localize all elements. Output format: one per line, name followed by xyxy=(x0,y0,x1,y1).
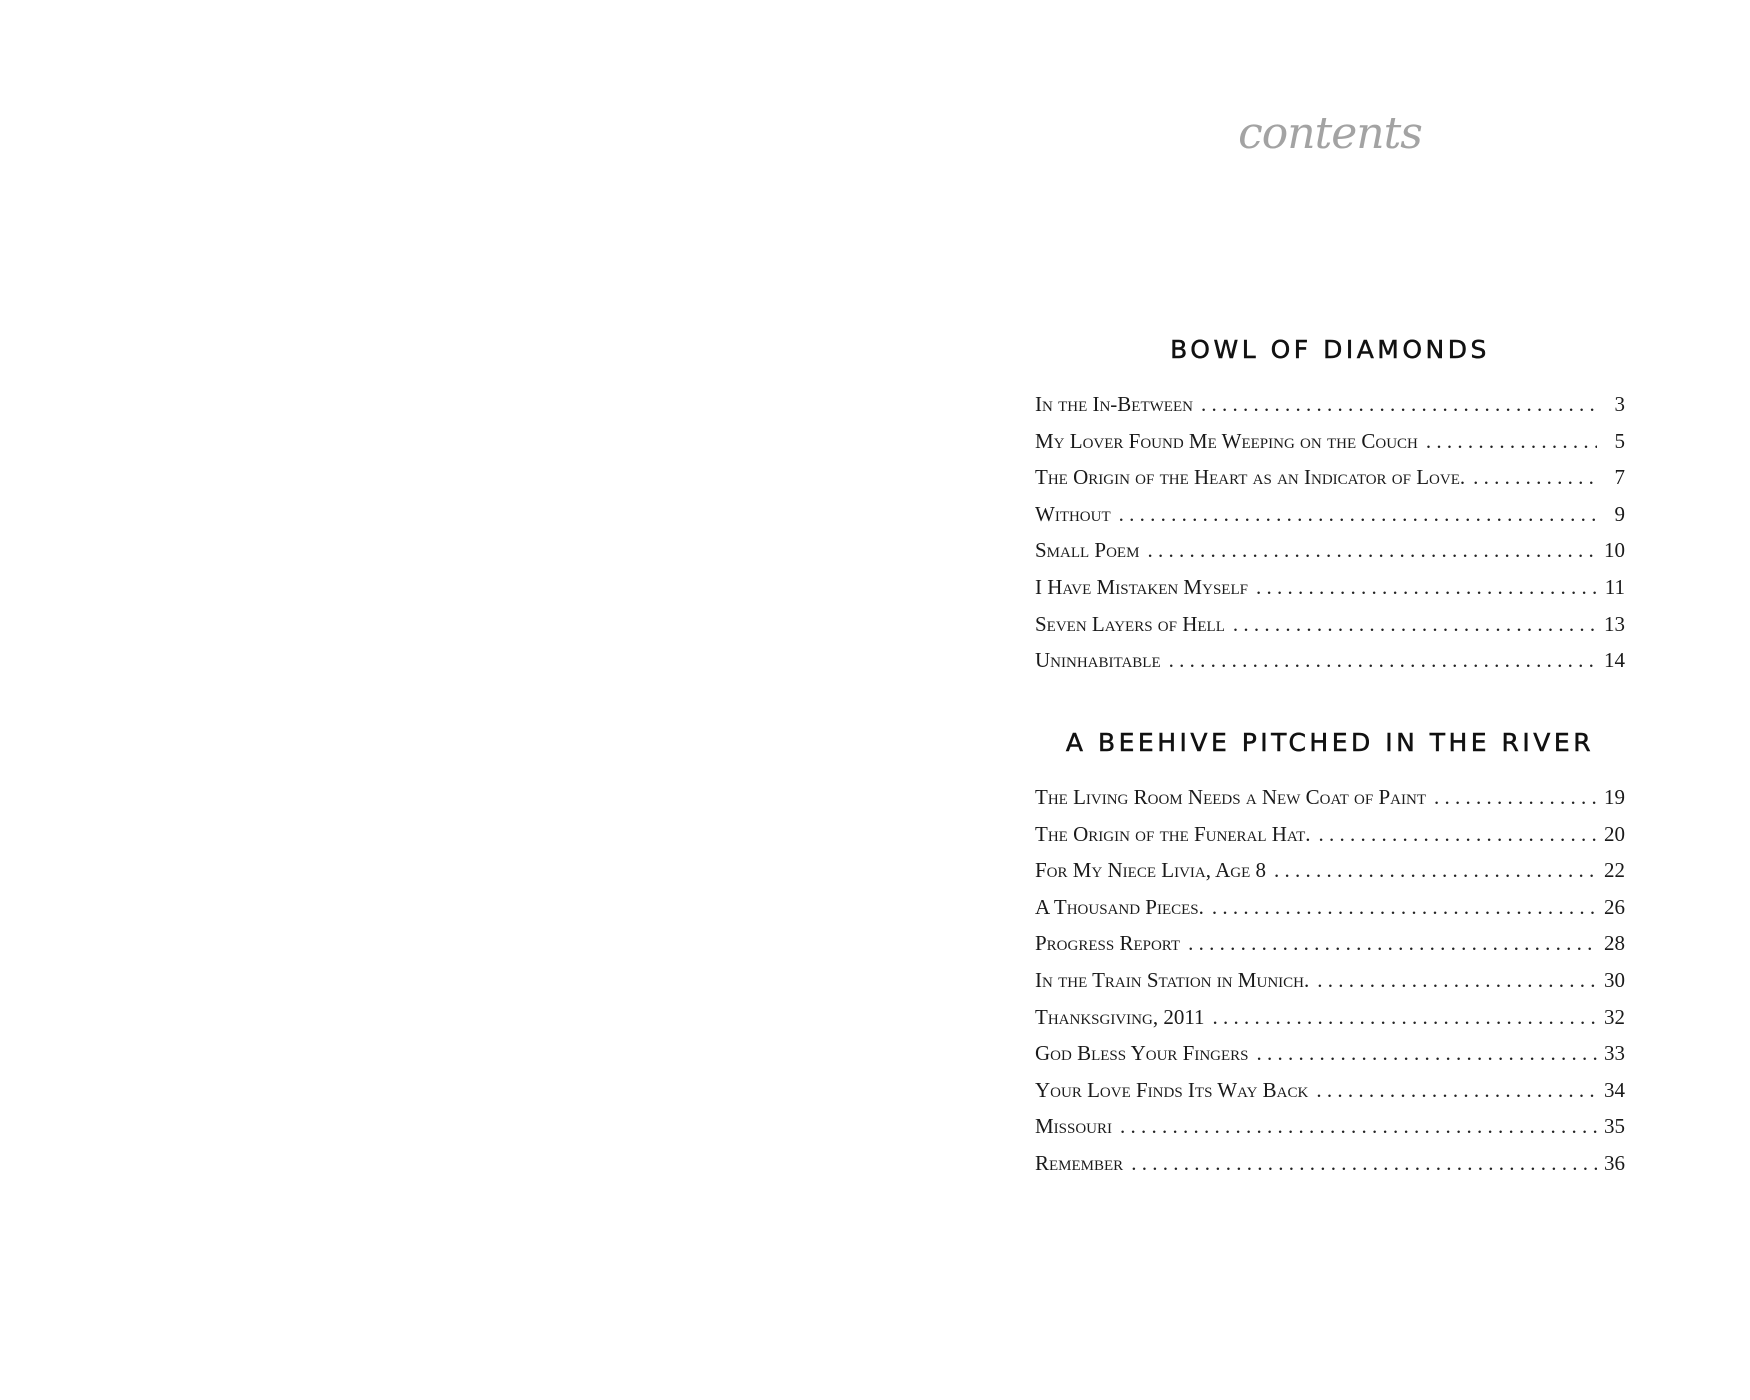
toc-entry[interactable] xyxy=(1035,648,1625,685)
entry-page-number: 36 xyxy=(1604,1150,1625,1175)
entry-title: Your Love Finds Its Way Back xyxy=(1035,1077,1309,1102)
entry-title: Without xyxy=(1035,501,1111,526)
dot-leader xyxy=(1257,1041,1597,1066)
entry-title: I Have Mistaken Myself xyxy=(1035,574,1248,599)
toc-entry[interactable] xyxy=(1035,1151,1625,1188)
entry-page-number: 11 xyxy=(1604,574,1625,599)
dot-leader xyxy=(1319,822,1598,847)
dot-leader xyxy=(1120,1114,1597,1139)
toc-entry[interactable] xyxy=(1035,538,1625,575)
entry-title: Thanksgiving, 2011 xyxy=(1035,1004,1205,1029)
entry-page-number: 26 xyxy=(1604,894,1625,919)
toc-entry[interactable] xyxy=(1035,465,1625,502)
section-heading: A BEEHIVE PITCHED IN THE RIVER xyxy=(1065,728,1595,757)
toc-entry[interactable] xyxy=(1035,785,1625,822)
entry-title: The Origin of the Funeral Hat. xyxy=(1035,821,1311,846)
entry-page-number: 20 xyxy=(1604,821,1625,846)
entry-page-number: 9 xyxy=(1614,501,1625,526)
entry-page-number: 32 xyxy=(1604,1004,1625,1029)
entry-title: Seven Layers of Hell xyxy=(1035,611,1225,636)
toc-entry[interactable] xyxy=(1035,895,1625,932)
dot-leader xyxy=(1201,392,1597,417)
dot-leader xyxy=(1213,1005,1597,1030)
entry-title: God Bless Your Fingers xyxy=(1035,1041,1249,1066)
entry-page-number: 33 xyxy=(1604,1041,1625,1066)
entry-title: In the Train Station in Munich. xyxy=(1035,967,1310,992)
dot-leader xyxy=(1316,1078,1597,1103)
right-page xyxy=(875,0,1750,1400)
toc-entry[interactable] xyxy=(1035,1114,1625,1151)
entry-page-number: 13 xyxy=(1604,611,1625,636)
toc-entry[interactable] xyxy=(1035,858,1625,895)
entry-title: My Lover Found Me Weeping on the Couch xyxy=(1035,428,1418,453)
entry-title: Small Poem xyxy=(1035,538,1140,563)
dot-leader xyxy=(1147,538,1597,563)
dot-leader xyxy=(1473,465,1597,490)
toc-entry[interactable] xyxy=(1035,1005,1625,1042)
dot-leader xyxy=(1212,895,1597,920)
dot-leader xyxy=(1169,648,1597,673)
entry-page-number: 30 xyxy=(1604,967,1625,992)
entry-page-number: 10 xyxy=(1604,538,1625,563)
entry-page-number: 5 xyxy=(1614,428,1625,453)
toc-entry[interactable] xyxy=(1035,1041,1625,1078)
toc-entry[interactable] xyxy=(1035,1078,1625,1115)
dot-leader xyxy=(1256,575,1597,600)
entry-title: The Origin of the Heart as an Indicator of Love. xyxy=(1035,465,1466,490)
entry-title: In the In-Between xyxy=(1035,392,1193,416)
toc-entry[interactable] xyxy=(1035,612,1625,649)
entry-page-number: 14 xyxy=(1604,648,1625,673)
dot-leader xyxy=(1426,429,1597,454)
toc-entry[interactable] xyxy=(1035,968,1625,1005)
dot-leader xyxy=(1233,612,1597,637)
toc-entry[interactable] xyxy=(1035,502,1625,539)
entry-title: The Living Room Needs a New Coat of Paint xyxy=(1035,785,1426,809)
entry-title: For My Niece Livia, Age 8 xyxy=(1035,858,1266,883)
toc-entry[interactable] xyxy=(1035,822,1625,859)
entry-page-number: 19 xyxy=(1604,785,1625,809)
toc-section-bowl-of-diamonds xyxy=(1035,330,1625,685)
entry-title: Missouri xyxy=(1035,1114,1113,1139)
section-heading: BOWL OF DIAMONDS xyxy=(1170,335,1490,364)
contents-title: contents xyxy=(1238,108,1422,159)
entry-page-number: 34 xyxy=(1604,1077,1625,1102)
toc-entry[interactable] xyxy=(1035,931,1625,968)
entry-page-number: 35 xyxy=(1604,1114,1625,1139)
dot-leader xyxy=(1317,968,1597,993)
entry-title: Remember xyxy=(1035,1150,1124,1175)
toc-entry[interactable] xyxy=(1035,392,1625,429)
entry-title: Progress Report xyxy=(1035,931,1181,956)
entry-page-number: 7 xyxy=(1614,465,1625,490)
entry-title: A Thousand Pieces. xyxy=(1035,894,1204,919)
dot-leader xyxy=(1131,1151,1597,1176)
dot-leader xyxy=(1188,931,1597,956)
toc-section-a-beehive-pitched-in-the-river xyxy=(1035,723,1625,1188)
entry-page-number: 28 xyxy=(1604,931,1625,956)
entry-page-number: 3 xyxy=(1614,392,1625,416)
entry-title: Uninhabitable xyxy=(1035,648,1161,673)
toc-entry[interactable] xyxy=(1035,575,1625,612)
toc-entry[interactable] xyxy=(1035,429,1625,466)
dot-leader xyxy=(1274,858,1597,883)
dot-leader xyxy=(1434,785,1597,810)
dot-leader xyxy=(1119,502,1597,527)
entry-page-number: 22 xyxy=(1604,858,1625,883)
